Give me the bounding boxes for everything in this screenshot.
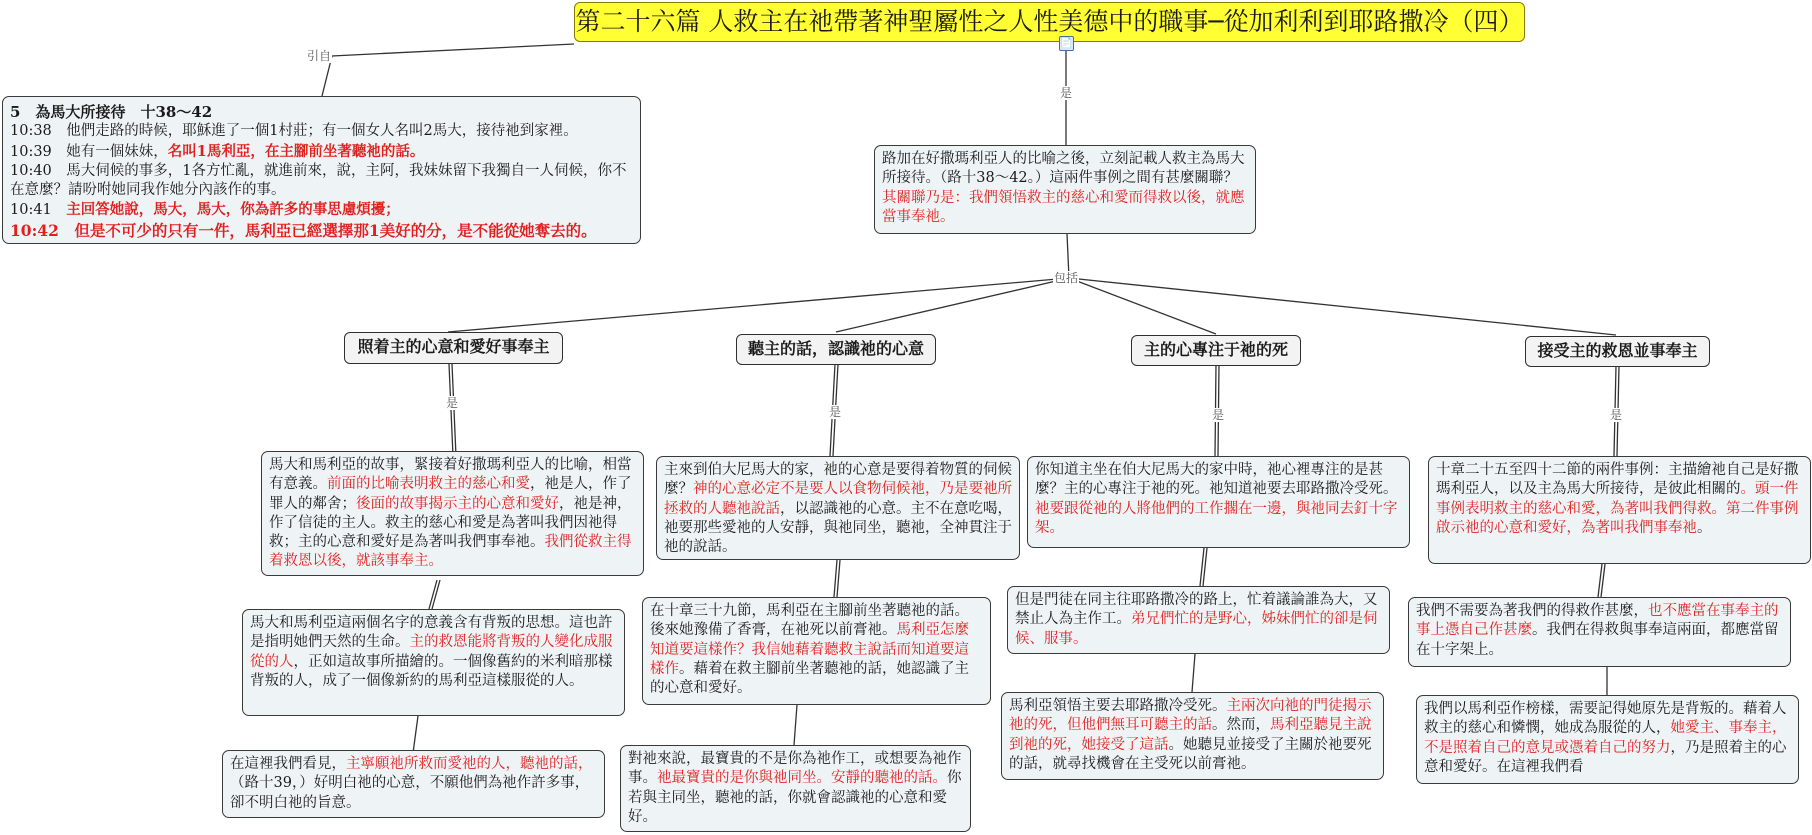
col4-box2[interactable]: 我們不需要為著我們的得救作甚麼，也不應當在事奉主的事上憑自己作甚麼。我們在得救與事奉這兩面，都應當留在十字架上。: [1408, 597, 1791, 667]
category-focus-on-death[interactable]: 主的心專注于祂的死: [1131, 335, 1301, 366]
intro-scripture-box[interactable]: [2, 96, 641, 244]
intro-heading: 5 為馬大所接待 十38～42: [10, 103, 213, 121]
label-includes: 包括: [1054, 271, 1079, 285]
col1-box3[interactable]: 在這裡我們看見，主寧願祂所救而愛祂的人，聽祂的話，（路十39，）好明白祂的心意，不願他們為祂作許多事，卻不明白祂的旨意。: [222, 750, 605, 818]
col4-box3[interactable]: 我們以馬利亞作榜樣，需要記得她原先是背叛的。藉着人救主的慈心和憐憫，她成為服從的人，她愛主、事奉主，不是照着自己的意見或憑着自己的努力，乃是照着主的心意和愛好。在這裡我們看: [1416, 695, 1799, 784]
col2-box1[interactable]: 主來到伯大尼馬大的家，祂的心意是要得着物質的伺候麼？神的心意必定不是要人以食物伺候祂，乃是要祂所拯救的人聽祂說話，以認識祂的心意。主不在意吃喝，祂要那些愛祂的人安靜，與祂同坐，聽祂，全神貫注于祂的說話。: [656, 456, 1020, 560]
intro-verse-39: 10:39 她有一個妹妹，名叫1馬利亞，在主腳前坐著聽祂的話。: [10, 142, 425, 160]
col2-box3[interactable]: 對祂來說，最寶貴的不是你為祂作工，或想要為祂作事。祂最寶貴的是你與祂同坐。安靜的聽祂的話。你若與主同坐，聽祂的話，你就會認識祂的心意和愛好。: [620, 745, 971, 832]
label-is-col1: 是: [446, 396, 459, 410]
intro-verse-40: 10:40 馬大伺候的事多，1各方忙亂，就進前來，說，主阿，我妹妹留下我獨自一人伺候，你不在意麼？請吩咐她同我作她分內該作的事。: [10, 162, 627, 199]
center-question-box[interactable]: 路加在好撒瑪利亞人的比喻之後，立刻記載人救主為馬大所接待。（路十38～42。）這兩件事例之間有甚麼關聯？其關聯乃是：我們領悟救主的慈心和愛而得救以後，就應當事奉祂。: [874, 145, 1256, 234]
col3-box2[interactable]: 但是門徒在同主往耶路撒冷的路上，忙着議論誰為大，又禁止人為主作工。弟兄們忙的是野心，姊妹們忙的卻是伺候、服事。: [1007, 586, 1390, 654]
label-is-col4: 是: [1610, 408, 1623, 422]
col1-box2[interactable]: 馬大和馬利亞這兩個名字的意義含有背叛的思想。這也許是指明她們天然的生命。主的救恩能將背叛的人變化成服從的人，正如這故事所描繪的。一個像舊約的米利暗那樣背叛的人，成了一個像新約的馬利亞這樣服從的人。: [242, 609, 625, 716]
intro-verse-38: 10:38 他們走路的時候，耶穌進了一個1村莊；有一個女人名叫2馬大，接待祂到家裡。: [10, 123, 578, 140]
label-is-col3: 是: [1212, 408, 1225, 422]
intro-verse-42: 10:42 但是不可少的只有一件，馬利亞已經選擇那1美好的分，是不能從她奪去的。: [10, 220, 597, 240]
col2-box2[interactable]: 在十章三十九節，馬利亞在主腳前坐著聽祂的話。後來她豫備了香膏，在祂死以前膏祂。馬利亞怎麼知道要這樣作？我信她藉着聽救主說話而知道要這樣作。藉着在救主腳前坐著聽祂的話，她認識了主的心意和愛好。: [642, 597, 991, 705]
category-hear-word[interactable]: 聽主的話，認識祂的心意: [736, 334, 936, 365]
label-is-center: 是: [1060, 86, 1073, 100]
intro-verse-41: 10:41 主回答她說，馬大，馬大，你為許多的事思慮煩擾；: [10, 201, 400, 219]
col1-box1[interactable]: 馬大和馬利亞的故事，緊接着好撒瑪利亞人的比喻，相當有意義。前面的比喻表明救主的慈心和愛，祂是人，作了罪人的鄰舍；後面的故事揭示主的心意和愛好，祂是神，作了信徒的主人。救主的慈心和愛是為著叫我們因祂得救；主的心意和愛好是為著叫我們事奉祂。我們從救主得着救恩以後，就該事奉主。: [261, 451, 644, 576]
col4-box1[interactable]: 十章二十五至四十二節的兩件事例：主描繪祂自己是好撒瑪利亞人，以及主為馬大所接待，是彼此相關的。頭一件事例表明救主的慈心和愛，為著叫我們得救。第二件事例啟示祂的心意和愛好，為著叫我們事奉祂。: [1428, 456, 1811, 564]
category-serve-by-will[interactable]: 照着主的心意和愛好事奉主: [344, 332, 563, 364]
col3-box3[interactable]: 馬利亞領悟主要去耶路撒冷受死。主兩次向祂的門徒揭示祂的死，但他們無耳可聽主的話。然而，馬利亞聽見主說到祂的死，她接受了這話。她聽見並接受了主關於祂要死的話，就尋找機會在主受死以前膏祂。: [1001, 692, 1384, 780]
note-icon[interactable]: 📄: [1060, 38, 1073, 49]
label-is-col2: 是: [829, 405, 842, 419]
label-intro: 引自: [307, 49, 332, 63]
category-receive-salvation[interactable]: 接受主的救恩並事奉主: [1525, 336, 1710, 367]
map-title[interactable]: 第二十六篇 人救主在祂帶著神聖屬性之人性美德中的職事─從加利利到耶路撒冷（四）: [574, 2, 1525, 42]
col3-box1[interactable]: 你知道主坐在伯大尼馬大的家中時，祂心裡專注的是甚麼？主的心專注于祂的死。祂知道祂要去耶路撒冷受死。祂要跟從祂的人將他們的工作擱在一邊，與祂同去釘十字架。: [1027, 456, 1410, 548]
